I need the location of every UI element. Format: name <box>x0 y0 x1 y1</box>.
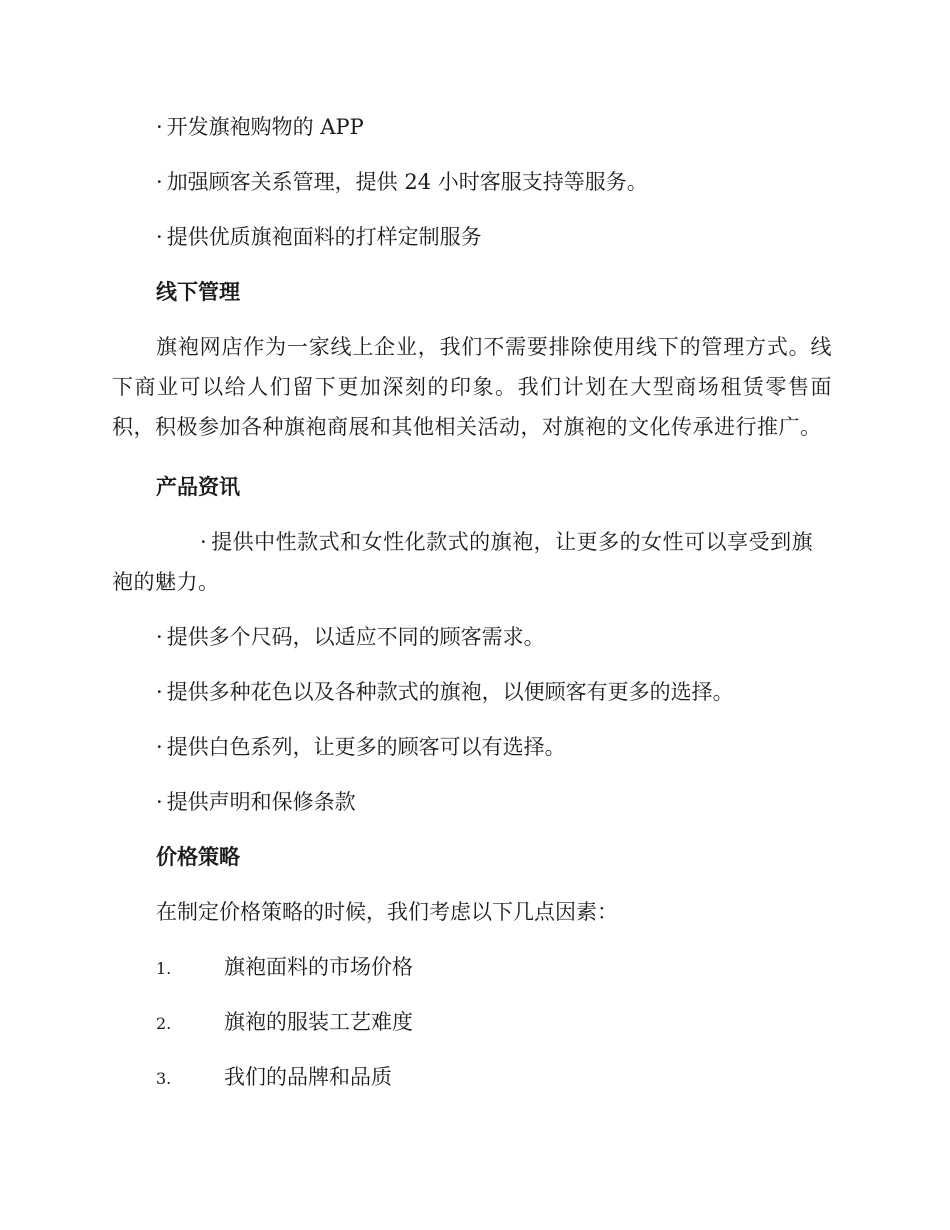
bullet-item <box>156 787 356 817</box>
section-heading-price: 价格策略 <box>156 845 240 869</box>
item-text: 旗袍的服装工艺难度 <box>224 1010 413 1034</box>
bullet-dot: · <box>156 790 163 814</box>
bullet-text: 提供声明和保修条款 <box>166 790 356 814</box>
bullet-dot: · <box>156 225 163 249</box>
bullet-item <box>156 622 545 652</box>
item-number: 1. <box>156 959 172 978</box>
bullet-item <box>156 167 648 197</box>
bullet-item <box>156 732 566 762</box>
bullet-dot: · <box>156 115 163 139</box>
bullet-dot: · <box>156 680 163 704</box>
section-heading-offline: 线下管理 <box>156 280 240 304</box>
bullet-dot: · <box>156 170 163 194</box>
numbered-item <box>156 952 413 984</box>
bullet-text: 加强顾客关系管理，提供 24 小时客服支持等服务。 <box>166 170 648 194</box>
bullet-item <box>156 222 482 252</box>
bullet-text: 提供多个尺码，以适应不同的顾客需求。 <box>166 625 545 649</box>
offline-paragraph: 旗袍网店作为一家线上企业，我们不需要排除使用线下的管理方式。线下商业可以给人们留下更加深刻的印象。我们计划在大型商场租赁零售面积，积极参加各种旗袍商展和其他相关活动，对旗袍的文化传承进行推广。 <box>112 335 832 439</box>
item-number: 2. <box>156 1014 172 1033</box>
section-heading-product: 产品资讯 <box>156 475 240 499</box>
bullet-text: 提供优质旗袍面料的打样定制服务 <box>166 225 482 249</box>
bullet-item <box>156 677 734 707</box>
bullet-item <box>156 112 364 142</box>
bullet-text: 提供中性款式和女性化款式的旗袍，让更多的女性可以享受到旗袍的魅力。 <box>112 530 814 594</box>
bullet-dot: · <box>156 625 163 649</box>
bullet-text: 提供多种花色以及各种款式的旗袍，以便顾客有更多的选择。 <box>166 680 734 704</box>
item-number: 3. <box>156 1069 172 1088</box>
numbered-item <box>156 1062 392 1094</box>
price-intro: 在制定价格策略的时候，我们考虑以下几点因素： <box>156 900 618 924</box>
bullet-text: 开发旗袍购物的 APP <box>166 115 364 139</box>
bullet-dot: · <box>156 735 163 759</box>
item-text: 我们的品牌和品质 <box>224 1065 392 1089</box>
bullet-text: 提供白色系列，让更多的顾客可以有选择。 <box>166 735 566 759</box>
bullet-dot: · <box>200 530 208 554</box>
numbered-item <box>156 1007 413 1039</box>
bullet-item <box>112 522 832 602</box>
item-text: 旗袍面料的市场价格 <box>224 955 413 979</box>
